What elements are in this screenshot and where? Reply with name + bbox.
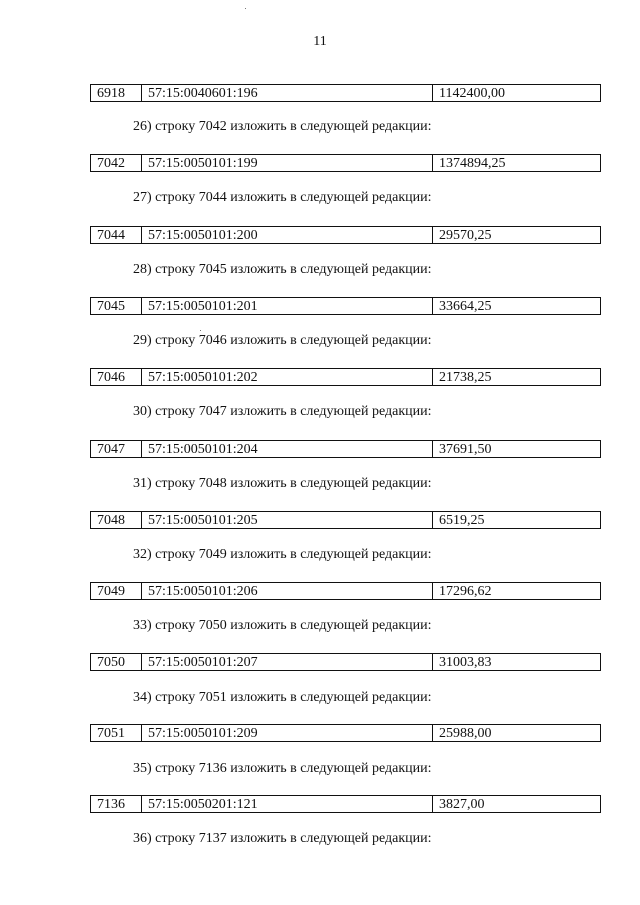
table-row [90,226,601,244]
row-number-cell: 7046 [91,369,142,385]
row-number-cell: 7048 [91,512,142,528]
value-cell: 3827,00 [439,797,485,812]
table-row [90,795,601,813]
row-number-cell: 7045 [91,298,142,314]
table-row [90,511,601,529]
table-row [90,297,601,315]
row-number-cell: 6918 [91,85,142,101]
instruction-text: 34) строку 7051 изложить в следующей редакции: [133,690,432,705]
row-number-cell: 7050 [91,654,142,670]
instruction-text: 33) строку 7050 изложить в следующей редакции: [133,618,432,633]
instruction-text: 36) строку 7137 изложить в следующей редакции: [133,831,432,846]
cadastral-number-cell: 57:15:0050101:204 [142,441,433,457]
instruction-text: 27) строку 7044 изложить в следующей редакции: [133,190,432,205]
cadastral-number-cell: 57:15:0050101:200 [142,227,433,243]
cadastral-number-cell: 57:15:0050101:202 [142,369,433,385]
value-cell: 33664,25 [439,299,492,314]
value-cell: 31003,83 [439,655,492,670]
value-cell: 21738,25 [439,370,492,385]
value-cell: 1142400,00 [439,86,505,101]
instruction-text: 35) строку 7136 изложить в следующей редакции: [133,761,432,776]
value-cell: 17296,62 [439,584,492,599]
table-row [90,724,601,742]
value-cell: 25988,00 [439,726,492,741]
row-number-cell: 7047 [91,441,142,457]
row-number-cell: 7042 [91,155,142,171]
cadastral-number-cell: 57:15:0050101:209 [142,725,433,741]
row-number-cell: 7051 [91,725,142,741]
cadastral-number-cell: 57:15:0050101:207 [142,654,433,670]
cadastral-number-cell: 57:15:0040601:196 [142,85,433,101]
cadastral-number-cell: 57:15:0050101:201 [142,298,433,314]
row-number-cell: 7136 [91,796,142,812]
cadastral-number-cell: 57:15:0050201:121 [142,796,433,812]
instruction-text: 32) строку 7049 изложить в следующей редакции: [133,547,432,562]
instruction-text: 26) строку 7042 изложить в следующей редакции: [133,119,432,134]
row-number-cell: 7049 [91,583,142,599]
table-row [90,653,601,671]
instruction-text: 30) строку 7047 изложить в следующей редакции: [133,404,432,419]
instruction-text: 31) строку 7048 изложить в следующей редакции: [133,476,432,491]
instruction-text: 29) строку 7046 изложить в следующей редакции: [133,333,432,348]
cadastral-number-cell: 57:15:0050101:199 [142,155,433,171]
table-row [90,154,601,172]
row-number-cell: 7044 [91,227,142,243]
value-cell: 37691,50 [439,442,492,457]
scan-speck [200,330,201,331]
table-row [90,84,601,102]
instruction-text: 28) строку 7045 изложить в следующей редакции: [133,262,432,277]
cadastral-number-cell: 57:15:0050101:206 [142,583,433,599]
cadastral-number-cell: 57:15:0050101:205 [142,512,433,528]
value-cell: 6519,25 [439,513,485,528]
value-cell: 29570,25 [439,228,492,243]
value-cell: 1374894,25 [439,156,506,171]
page-number: 11 [313,34,327,49]
table-row [90,582,601,600]
table-row [90,368,601,386]
scan-speck [245,8,246,9]
table-row [90,440,601,458]
